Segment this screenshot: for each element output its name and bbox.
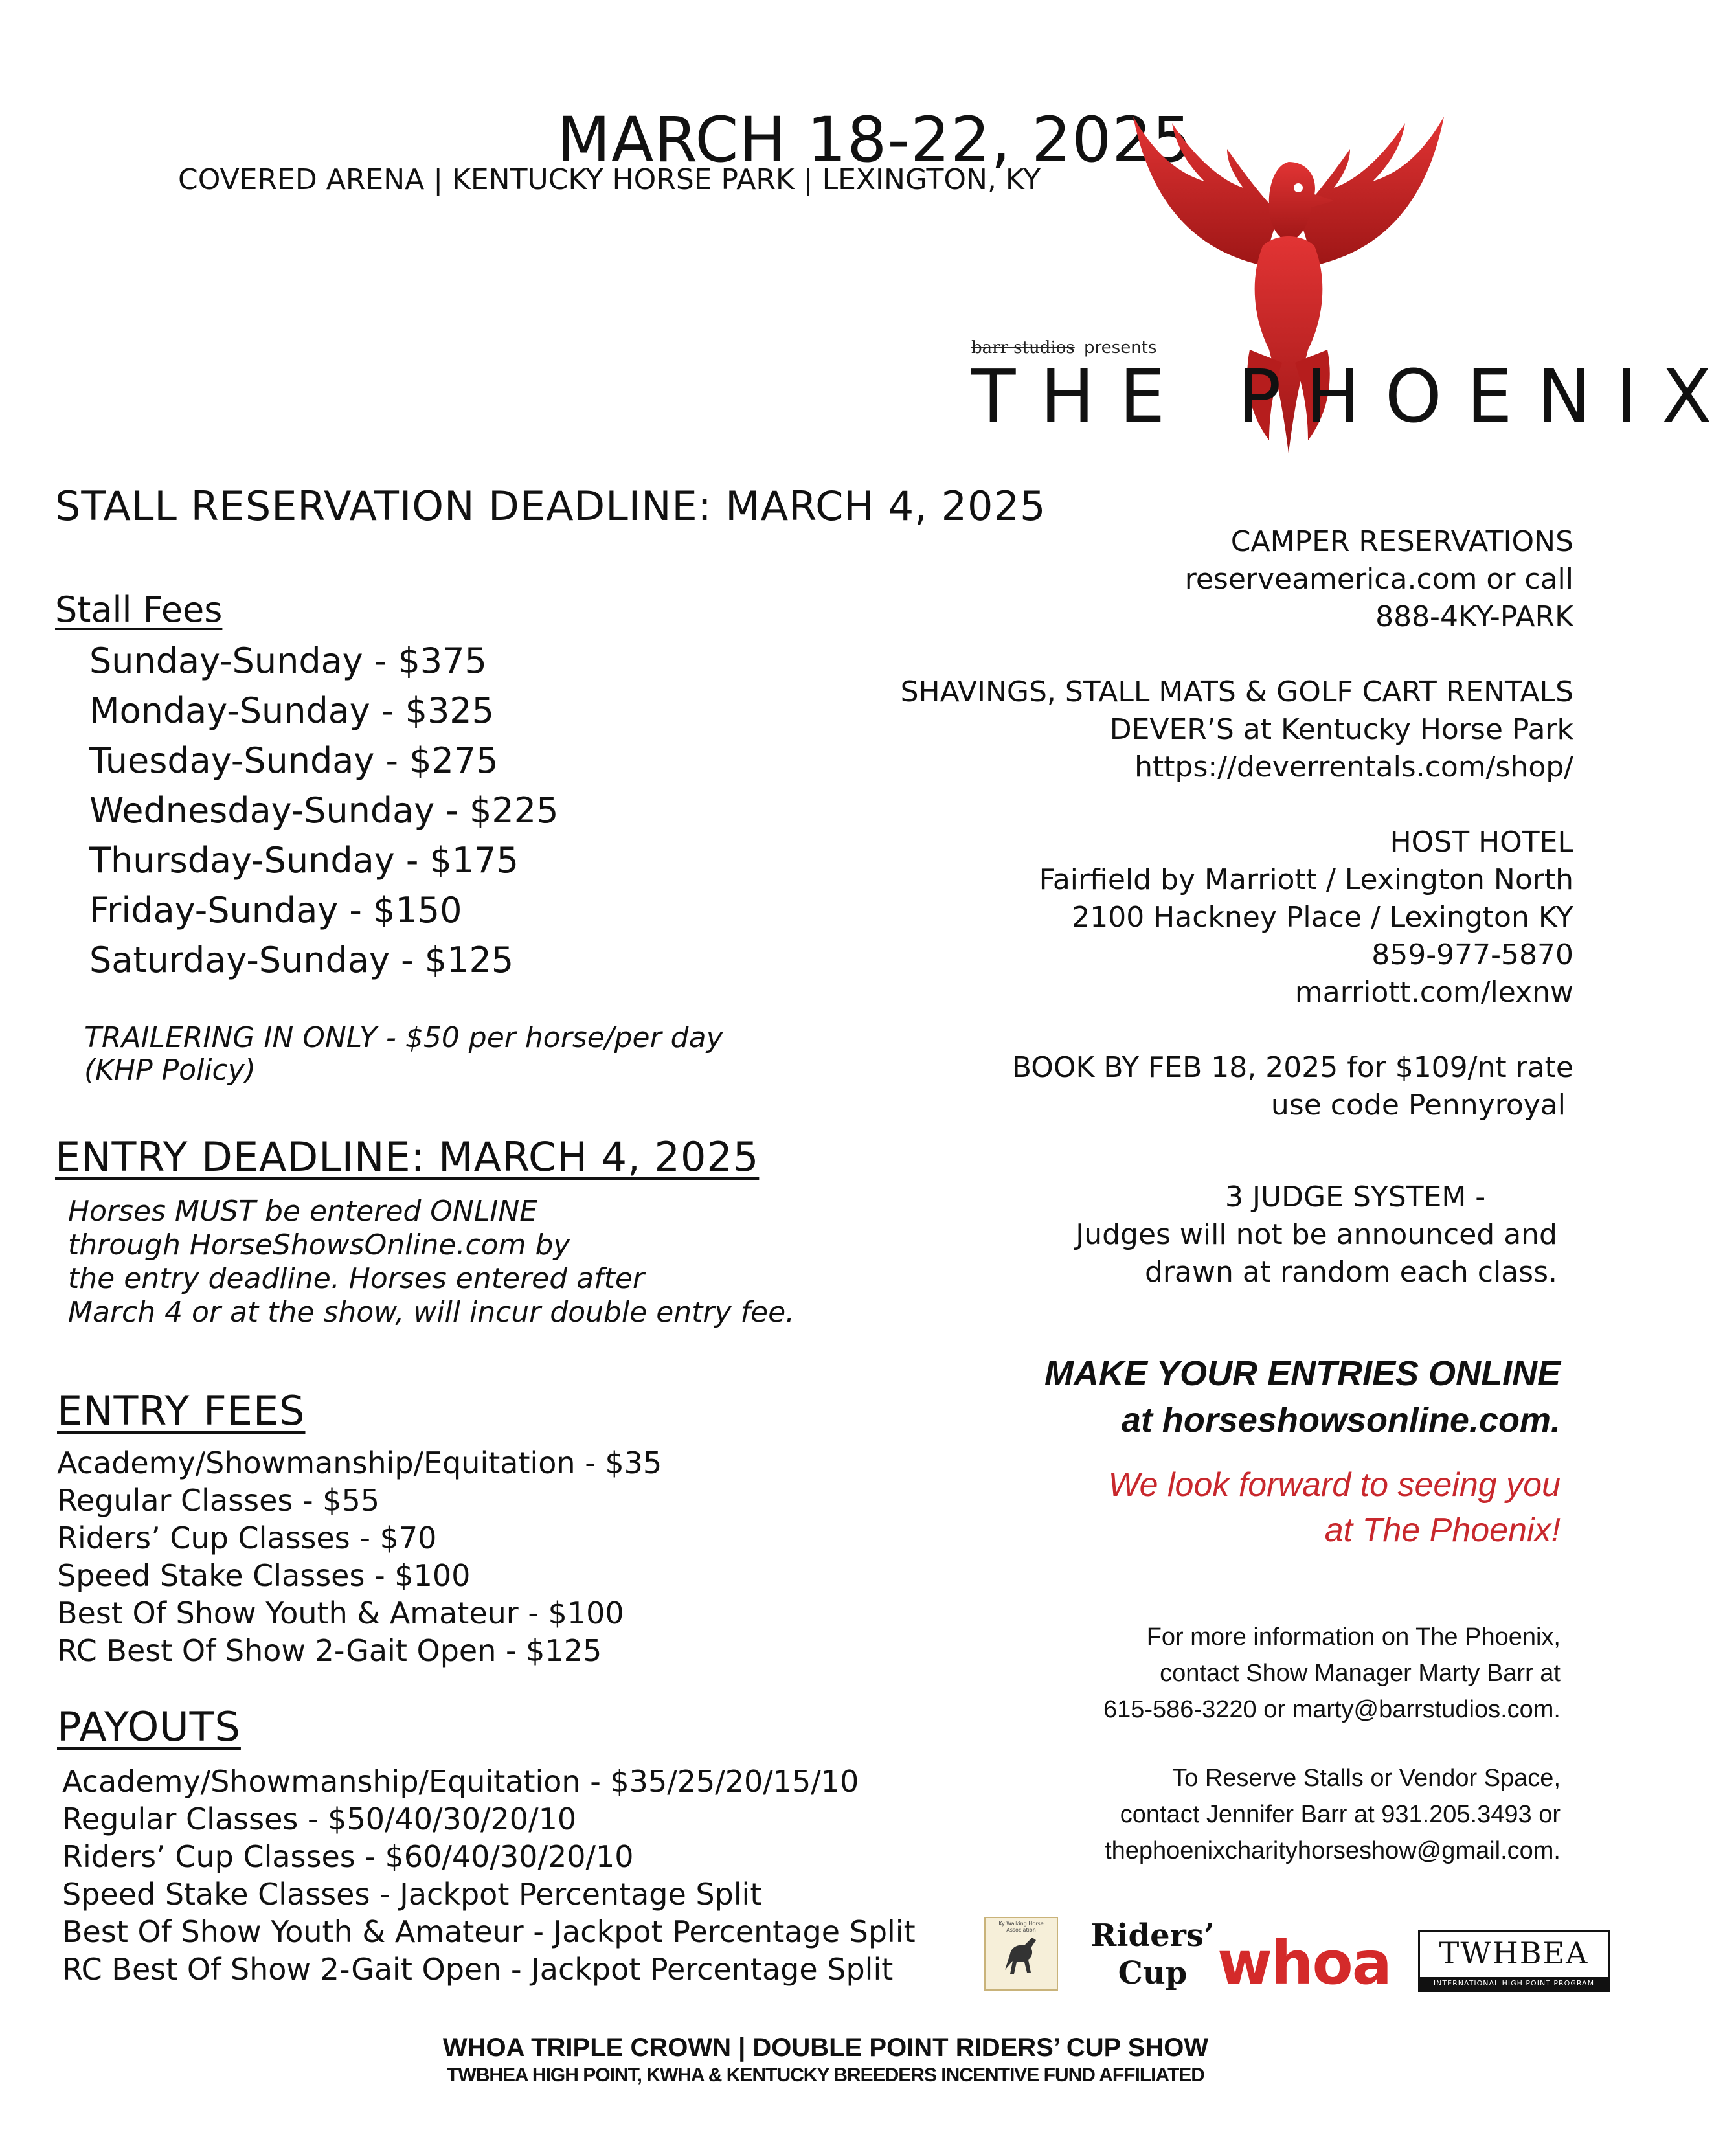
walking-horse-icon bbox=[986, 1918, 1057, 1989]
hotel-line: 859-977-5870 bbox=[1371, 938, 1573, 971]
stall-fee-item: Wednesday-Sunday - $225 bbox=[89, 790, 559, 831]
show-name: THE PHOENIX bbox=[971, 355, 1736, 439]
entry-note-line: through HorseShowsOnline.com by bbox=[68, 1228, 570, 1261]
booking-line: use code Pennyroyal bbox=[1270, 1089, 1566, 1122]
payout-item: Best Of Show Youth & Amateur - Jackpot Percentage Split bbox=[62, 1914, 916, 1949]
hotel-line: Fairfield by Marriott / Lexington North bbox=[1039, 863, 1573, 896]
camper-info bbox=[1185, 523, 1573, 636]
online-cta-line: MAKE YOUR ENTRIES ONLINE bbox=[1044, 1354, 1561, 1393]
stall-fees-list bbox=[89, 636, 558, 985]
stall-deadline-heading: STALL RESERVATION DEADLINE: MARCH 4, 2025 bbox=[55, 482, 1046, 530]
stalls-contact bbox=[1105, 1760, 1561, 1869]
entry-fee-item: Riders’ Cup Classes - $70 bbox=[57, 1521, 437, 1555]
twhbea-logo bbox=[1418, 1930, 1610, 1992]
entry-fee-item: Best Of Show Youth & Amateur - $100 bbox=[57, 1596, 624, 1631]
entry-fee-item: RC Best Of Show 2-Gait Open - $125 bbox=[57, 1633, 602, 1668]
judge-line: Judges will not be announced and bbox=[1076, 1218, 1557, 1251]
payouts-heading: PAYOUTS bbox=[57, 1703, 241, 1750]
footer-line-1: WHOA TRIPLE CROWN | DOUBLE POINT RIDERS’ CUP SHOW bbox=[442, 2033, 1209, 2062]
event-venue: COVERED ARENA | KENTUCKY HORSE PARK | LEXINGTON, KY bbox=[178, 163, 1041, 196]
stall-fee-item: Monday-Sunday - $325 bbox=[89, 690, 495, 731]
stall-fee-item: Sunday-Sunday - $375 bbox=[89, 640, 487, 681]
riders-cup-word1: Riders’ bbox=[1090, 1917, 1215, 1954]
shavings-info bbox=[901, 673, 1573, 786]
whoa-logo bbox=[1217, 1928, 1391, 1998]
shavings-line: https://deverrentals.com/shop/ bbox=[1134, 751, 1573, 784]
trailering-note bbox=[84, 1022, 723, 1087]
entry-note-line: March 4 or at the show, will incur double entry fee. bbox=[68, 1296, 795, 1329]
shavings-line: SHAVINGS, STALL MATS & GOLF CART RENTALS bbox=[900, 675, 1573, 708]
stalls-line: thephoenixcharityhorseshow@gmail.com. bbox=[1105, 1837, 1561, 1864]
entry-fee-item: Academy/Showmanship/Equitation - $35 bbox=[57, 1445, 662, 1480]
payout-item: RC Best Of Show 2-Gait Open - Jackpot Percentage Split bbox=[62, 1952, 894, 1987]
hotel-line: 2100 Hackney Place / Lexington KY bbox=[1072, 901, 1573, 934]
manager-line: For more information on The Phoenix, bbox=[1146, 1623, 1561, 1651]
entry-fees-heading: ENTRY FEES bbox=[57, 1387, 306, 1434]
stall-fee-item: Saturday-Sunday - $125 bbox=[89, 940, 514, 980]
entry-notes bbox=[68, 1195, 795, 1329]
stall-fee-item: Thursday-Sunday - $175 bbox=[89, 840, 519, 881]
welcome-line: at The Phoenix! bbox=[1324, 1511, 1561, 1549]
camper-line: reserveamerica.com or call bbox=[1184, 563, 1573, 596]
hotel-line: marriott.com/lexnw bbox=[1294, 976, 1573, 1009]
hotel-line: HOST HOTEL bbox=[1390, 826, 1573, 859]
riders-cup-logo bbox=[1088, 1917, 1217, 2007]
camper-line: 888-4KY-PARK bbox=[1375, 600, 1573, 633]
entry-fees-list bbox=[57, 1444, 662, 1669]
online-cta-line: at horseshowsonline.com. bbox=[1121, 1401, 1561, 1440]
trailering-line: (KHP Policy) bbox=[84, 1054, 256, 1087]
booking-line: BOOK BY FEB 18, 2025 for $109/nt rate bbox=[1011, 1051, 1573, 1084]
judge-line: 3 JUDGE SYSTEM - bbox=[1225, 1181, 1486, 1214]
entry-note-line: Horses MUST be entered ONLINE bbox=[68, 1195, 538, 1228]
presents-label: presents bbox=[1084, 338, 1157, 357]
entry-note-line: the entry deadline. Horses entered after bbox=[68, 1262, 645, 1295]
welcome-line: We look forward to seeing you bbox=[1108, 1466, 1561, 1504]
stalls-line: To Reserve Stalls or Vendor Space, bbox=[1172, 1765, 1561, 1792]
trailering-line: TRAILERING IN ONLY - $50 per horse/per day bbox=[84, 1021, 723, 1054]
footer-line-2: TWBHEA HIGH POINT, KWHA & KENTUCKY BREEDERS INCENTIVE FUND AFFILIATED bbox=[447, 2064, 1204, 2086]
shavings-line: DEVER’S at Kentucky Horse Park bbox=[1109, 713, 1573, 746]
riders-cup-word2: Cup bbox=[1118, 1955, 1188, 1991]
judge-line: drawn at random each class. bbox=[1145, 1256, 1557, 1289]
manager-line: 615-586-3220 or marty@barrstudios.com. bbox=[1103, 1696, 1561, 1723]
welcome-message bbox=[1108, 1462, 1561, 1553]
stall-fee-item: Friday-Sunday - $150 bbox=[89, 890, 462, 931]
payout-item: Speed Stake Classes - Jackpot Percentage Split bbox=[62, 1877, 762, 1912]
online-cta bbox=[1044, 1350, 1561, 1443]
kwha-logo bbox=[984, 1917, 1058, 1991]
camper-line: CAMPER RESERVATIONS bbox=[1230, 525, 1573, 558]
twhbea-logo-subtitle: INTERNATIONAL HIGH POINT PROGRAM bbox=[1420, 1977, 1608, 1990]
event-dates: MARCH 18-22, 2025 bbox=[557, 104, 1193, 176]
payout-item: Academy/Showmanship/Equitation - $35/25/20/15/10 bbox=[62, 1764, 859, 1799]
hotel-info bbox=[1039, 824, 1573, 1012]
stalls-line: contact Jennifer Barr at 931.205.3493 or bbox=[1120, 1801, 1561, 1828]
whoa-logo-text: whoa bbox=[1217, 1928, 1391, 1998]
entry-deadline-heading: ENTRY DEADLINE: MARCH 4, 2025 bbox=[55, 1133, 760, 1181]
stall-fees-title: Stall Fees bbox=[55, 589, 223, 630]
manager-line: contact Show Manager Marty Barr at bbox=[1160, 1660, 1561, 1687]
twhbea-logo-text: TWHBEA bbox=[1439, 1936, 1589, 1971]
payout-item: Regular Classes - $50/40/30/20/10 bbox=[62, 1802, 577, 1837]
booking-info bbox=[1012, 1049, 1573, 1124]
stall-fee-item: Tuesday-Sunday - $275 bbox=[89, 740, 499, 781]
payouts-list bbox=[62, 1763, 916, 1988]
payout-item: Riders’ Cup Classes - $60/40/30/20/10 bbox=[62, 1839, 634, 1874]
manager-contact bbox=[1103, 1619, 1561, 1728]
entry-fee-item: Speed Stake Classes - $100 bbox=[57, 1558, 471, 1593]
entry-fee-item: Regular Classes - $55 bbox=[57, 1483, 379, 1518]
presenter-name: barr studios bbox=[971, 338, 1075, 357]
kwha-logo-text: Ky Walking Horse Association bbox=[998, 1921, 1044, 1933]
judge-info bbox=[1076, 1179, 1557, 1291]
